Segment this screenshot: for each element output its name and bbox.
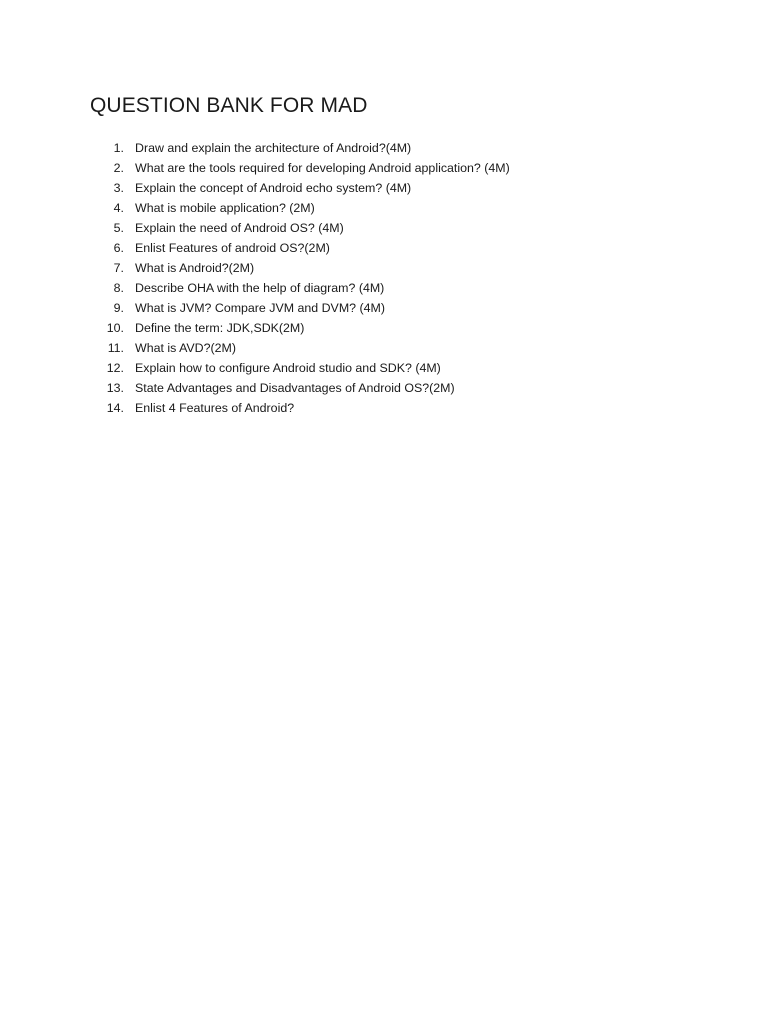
question-text: What are the tools required for developing Android application? (4M) bbox=[135, 161, 510, 175]
question-number: 5. bbox=[113, 221, 124, 235]
question-number: 14. bbox=[106, 401, 124, 415]
document-title: QUESTION BANK FOR MAD bbox=[90, 94, 368, 117]
question-text: Define the term: JDK,SDK(2M) bbox=[135, 321, 305, 335]
question-text: State Advantages and Disadvantages of Android OS?(2M) bbox=[135, 381, 455, 395]
question-number: 10. bbox=[106, 321, 124, 335]
question-number: 6. bbox=[113, 241, 124, 255]
question-text: What is AVD?(2M) bbox=[135, 341, 236, 355]
question-text: Draw and explain the architecture of Android?(4M) bbox=[135, 141, 412, 155]
question-number: 1. bbox=[113, 141, 124, 155]
question-text: What is mobile application? (2M) bbox=[135, 201, 315, 215]
question-text: What is Android?(2M) bbox=[135, 261, 255, 275]
question-text: Explain the concept of Android echo system? (4M) bbox=[135, 181, 412, 195]
question-text: Enlist Features of android OS?(2M) bbox=[135, 241, 330, 255]
question-text: Explain the need of Android OS? (4M) bbox=[135, 221, 344, 235]
question-number: 8. bbox=[113, 281, 124, 295]
question-number: 3. bbox=[113, 181, 124, 195]
question-number: 4. bbox=[113, 201, 124, 215]
question-text: Enlist 4 Features of Android? bbox=[135, 401, 295, 415]
question-number: 2. bbox=[113, 161, 124, 175]
question-number: 7. bbox=[113, 261, 124, 275]
question-text: What is JVM? Compare JVM and DVM? (4M) bbox=[135, 301, 385, 315]
question-number: 11. bbox=[107, 341, 124, 355]
question-text: Explain how to configure Android studio and SDK? (4M) bbox=[135, 361, 441, 375]
question-number: 12. bbox=[106, 361, 124, 375]
question-number: 13. bbox=[106, 381, 124, 395]
question-number: 9. bbox=[113, 301, 124, 315]
question-text: Describe OHA with the help of diagram? (4M) bbox=[135, 281, 385, 295]
